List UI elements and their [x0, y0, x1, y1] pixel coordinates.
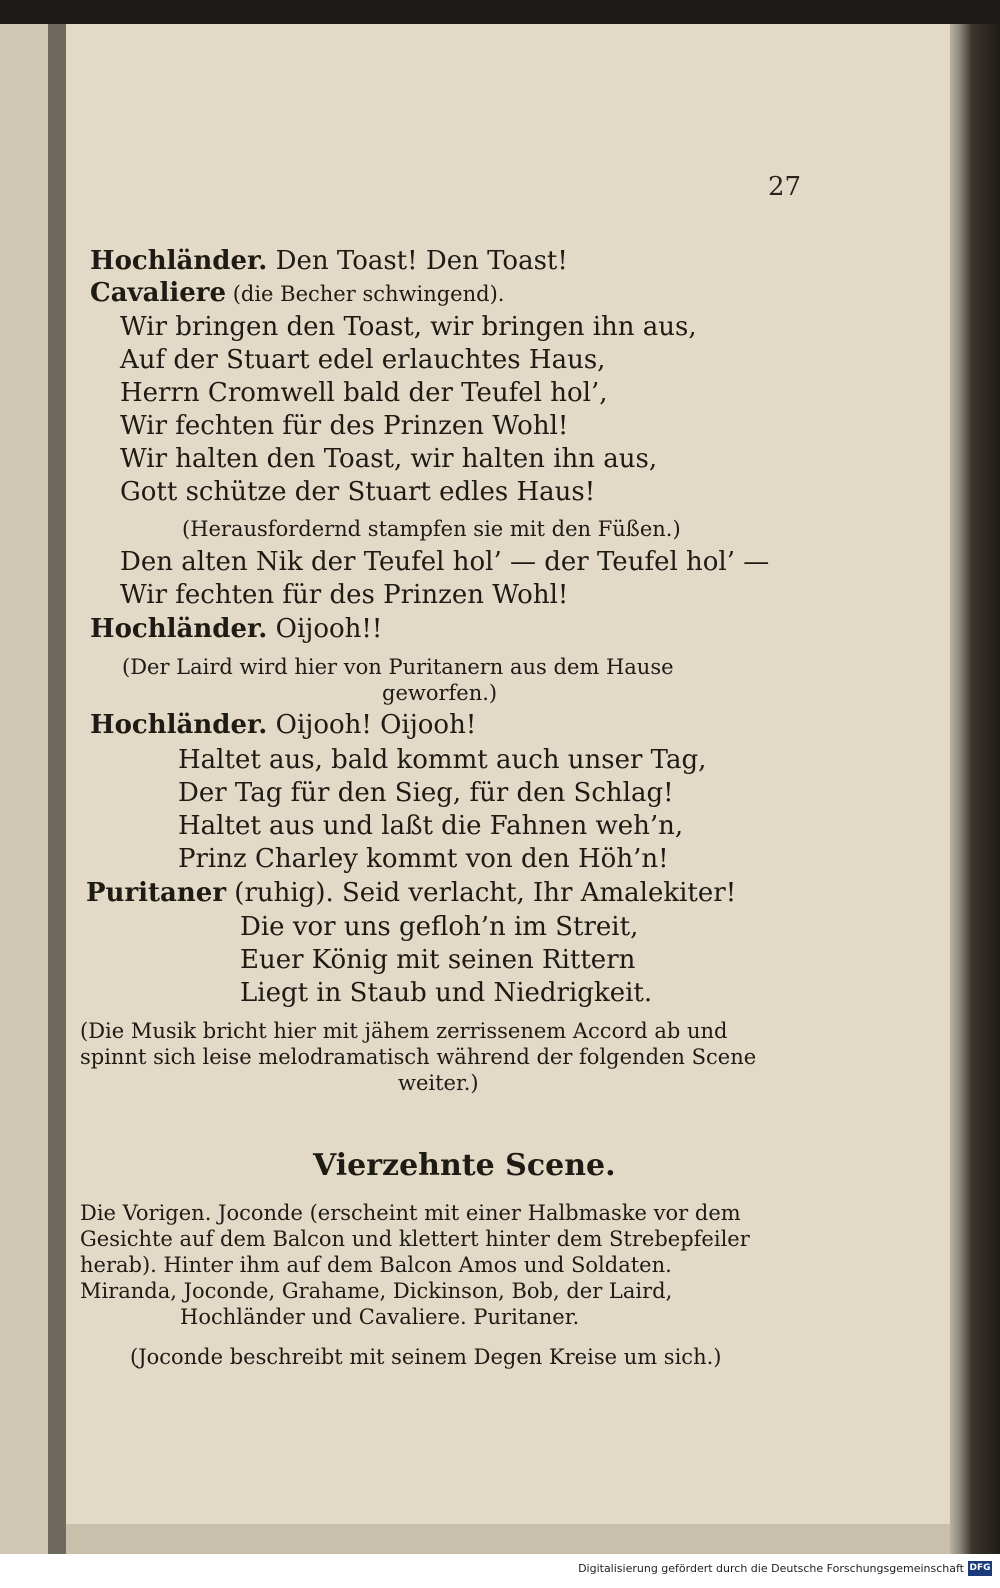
verse-line: Haltet aus und laßt die Fahnen weh’n, [178, 811, 684, 841]
stage-direction: (Der Laird wird hier von Puritanern aus dem Hause [122, 655, 674, 679]
facing-page-edge [0, 24, 48, 1554]
stage-direction: spinnt sich leise melodramatisch während der folgenden Scene [80, 1045, 757, 1069]
verse-line: Wir bringen den Toast, wir bringen ihn aus, [120, 312, 697, 342]
cast-line: herab). Hinter ihm auf dem Balcon Amos und Soldaten. [80, 1253, 672, 1277]
verse-line: Wir fechten für des Prinzen Wohl! [120, 580, 569, 610]
dialogue-line: Puritaner (ruhig). Seid verlacht, Ihr Amalekiter! [86, 878, 737, 908]
scene-title: Vierzehnte Scene. [313, 1148, 616, 1183]
stage-direction: (Die Musik bricht hier mit jähem zerrissenem Accord ab und [80, 1019, 728, 1043]
verse-line: Auf der Stuart edel erlauchtes Haus, [120, 345, 606, 375]
verse-line: Wir halten den Toast, wir halten ihn aus, [120, 444, 658, 474]
stage-direction: (Joconde beschreibt mit seinem Degen Kreise um sich.) [130, 1345, 722, 1369]
stage-direction: weiter.) [398, 1071, 479, 1095]
verse-line: Wir fechten für des Prinzen Wohl! [120, 411, 569, 441]
dialogue-line: Cavaliere (die Becher schwingend). [90, 278, 505, 308]
page-bottom-edge [66, 1524, 950, 1554]
book-gutter [48, 24, 66, 1554]
dialogue-line: Hochländer. Oijooh!! [90, 614, 383, 644]
verse-line: Den alten Nik der Teufel hol’ — der Teufel hol’ — [120, 547, 770, 577]
footer-credit: Digitalisierung gefördert durch die Deutsche Forschungsgemeinschaft [578, 1562, 964, 1575]
cast-line: Hochländer und Cavaliere. Puritaner. [180, 1305, 580, 1329]
stage-direction: geworfen.) [382, 681, 498, 705]
verse-line: Prinz Charley kommt von den Höh’n! [178, 844, 669, 874]
dialogue-line: Hochländer. Oijooh! Oijooh! [90, 710, 477, 740]
book-page [66, 24, 950, 1524]
verse-line: Die vor uns gefloh’n im Streit, [240, 912, 639, 942]
stage-direction: (Herausfordernd stampfen sie mit den Füßen.) [182, 517, 681, 541]
verse-line: Liegt in Staub und Niedrigkeit. [240, 978, 653, 1008]
page-edge-shadow [950, 24, 1000, 1554]
verse-line: Euer König mit seinen Rittern [240, 945, 636, 975]
verse-line: Der Tag für den Sieg, für den Schlag! [178, 778, 674, 808]
scan-frame-top [0, 0, 1000, 24]
page-number: 27 [768, 172, 802, 202]
verse-line: Herrn Cromwell bald der Teufel hol’, [120, 378, 608, 408]
cast-line: Gesichte auf dem Balcon und klettert hinter dem Strebepfeiler [80, 1227, 750, 1251]
verse-line: Gott schütze der Stuart edles Haus! [120, 477, 596, 507]
cast-line: Miranda, Joconde, Grahame, Dickinson, Bob, der Laird, [80, 1279, 673, 1303]
dfg-logo: DFG [968, 1561, 992, 1576]
dialogue-line: Hochländer. Den Toast! Den Toast! [90, 246, 568, 276]
cast-line: Die Vorigen. Joconde (erscheint mit einer Halbmaske vor dem [80, 1201, 741, 1225]
verse-line: Haltet aus, bald kommt auch unser Tag, [178, 745, 707, 775]
